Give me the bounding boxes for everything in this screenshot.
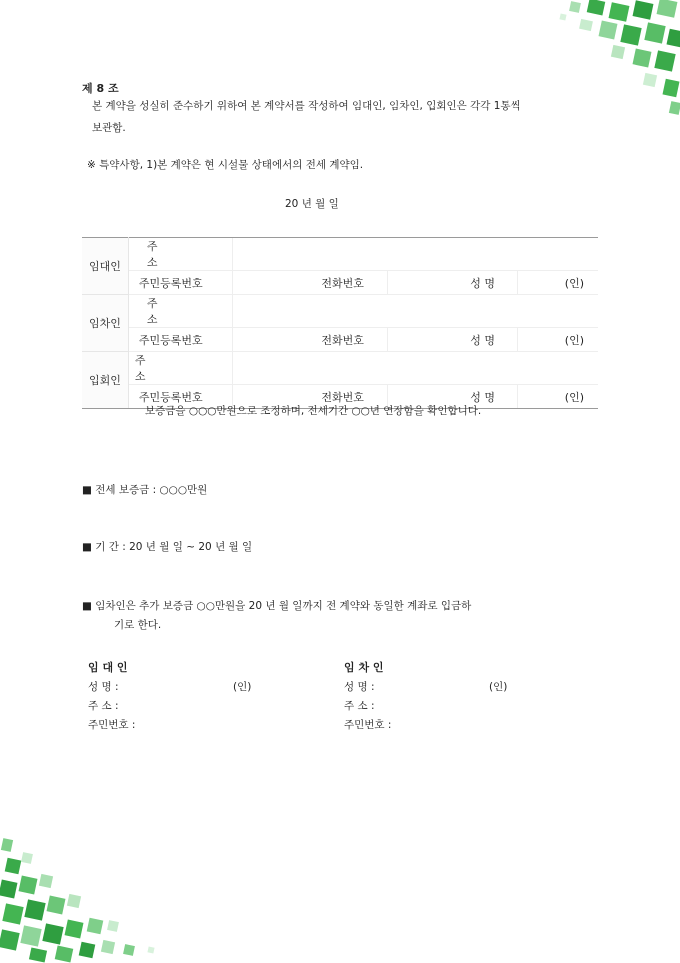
lessor-group-label: 임대인 (82, 238, 128, 295)
lessee-phone-value[interactable] (387, 328, 470, 352)
corner-decoration-top-right (540, 0, 680, 120)
article-title: 제 8 조 (82, 82, 119, 95)
lessee-signature-seal: (인) (489, 681, 508, 693)
lessor-signature-seal: (인) (233, 681, 252, 693)
lessee-group-label: 임차인 (82, 295, 128, 352)
lessee-signature-title: 임 차 인 (344, 661, 384, 674)
lessor-signature-address-label: 주 소 : (88, 700, 119, 712)
parties-table (82, 237, 598, 409)
lessor-id-row (82, 271, 598, 295)
article-text-line2: 보관함. (92, 122, 126, 134)
lessee-seal: (인) (518, 328, 598, 352)
lessee-id-row (82, 328, 598, 352)
witness-address-label: 주 소 (128, 352, 232, 385)
lessor-name-label: 성 명 (470, 271, 517, 295)
article-text-line1: 본 계약을 성실히 준수하기 위하여 본 계약서를 작성하여 임대인, 임차인, 입회인은 각각 1통씩 (92, 100, 521, 112)
witness-group-label: 입회인 (82, 352, 128, 409)
lessor-address-label: 주 소 (128, 238, 232, 271)
lessee-signature-name-label: 성 명 : (344, 681, 375, 693)
witness-address-row (82, 352, 598, 385)
lessee-address-label: 주 소 (128, 295, 232, 328)
lessee-signature-address-label: 주 소 : (344, 700, 375, 712)
period-item: ■ 기 간 : 20 년 월 일 ~ 20 년 월 일 (82, 541, 253, 553)
witness-seal: (인) (518, 385, 598, 409)
lessor-id-label: 주민등록번호 (128, 271, 232, 295)
lessee-signature-id-label: 주민번호 : (344, 719, 392, 731)
lessee-id-value[interactable] (233, 328, 322, 352)
lessor-signature-id-label: 주민번호 : (88, 719, 136, 731)
extra-deposit-line1: ■ 임차인은 추가 보증금 ○○만원을 20 년 월 일까지 전 계약와 동일한 계좌로 입금하 (82, 600, 472, 612)
lessee-phone-label: 전화번호 (321, 328, 387, 352)
corner-decoration-bottom-left (0, 835, 170, 962)
lessor-signature-name-label: 성 명 : (88, 681, 119, 693)
lessor-seal: (인) (518, 271, 598, 295)
lessor-phone-value[interactable] (387, 271, 470, 295)
lessor-address-value[interactable] (233, 238, 598, 271)
lessor-address-row (82, 238, 598, 271)
lessee-id-label: 주민등록번호 (128, 328, 232, 352)
lessee-address-value[interactable] (233, 295, 598, 328)
lessor-id-value[interactable] (233, 271, 322, 295)
witness-name-label: 성 명 (470, 385, 517, 409)
lessee-name-label: 성 명 (470, 328, 517, 352)
lessor-signature-title: 임 대 인 (88, 661, 128, 674)
confirmation-statement: 보증금을 ○○○만원으로 조정하며, 전세기간 ○○년 연장함을 확인합니다. (145, 405, 482, 417)
witness-address-value[interactable] (233, 352, 598, 385)
deposit-item: ■ 전세 보증금 : ○○○만원 (82, 484, 208, 496)
extra-deposit-line2: 기로 한다. (114, 619, 162, 631)
witness-id-label: 주민등록번호 (128, 385, 232, 409)
witness-phone-label: 전화번호 (321, 385, 387, 409)
lessor-phone-label: 전화번호 (321, 271, 387, 295)
lessee-address-row (82, 295, 598, 328)
special-terms: ※ 특약사항, 1)본 계약은 현 시설물 상태에서의 전세 계약임. (87, 159, 364, 171)
contract-date: 20 년 월 일 (285, 198, 339, 210)
